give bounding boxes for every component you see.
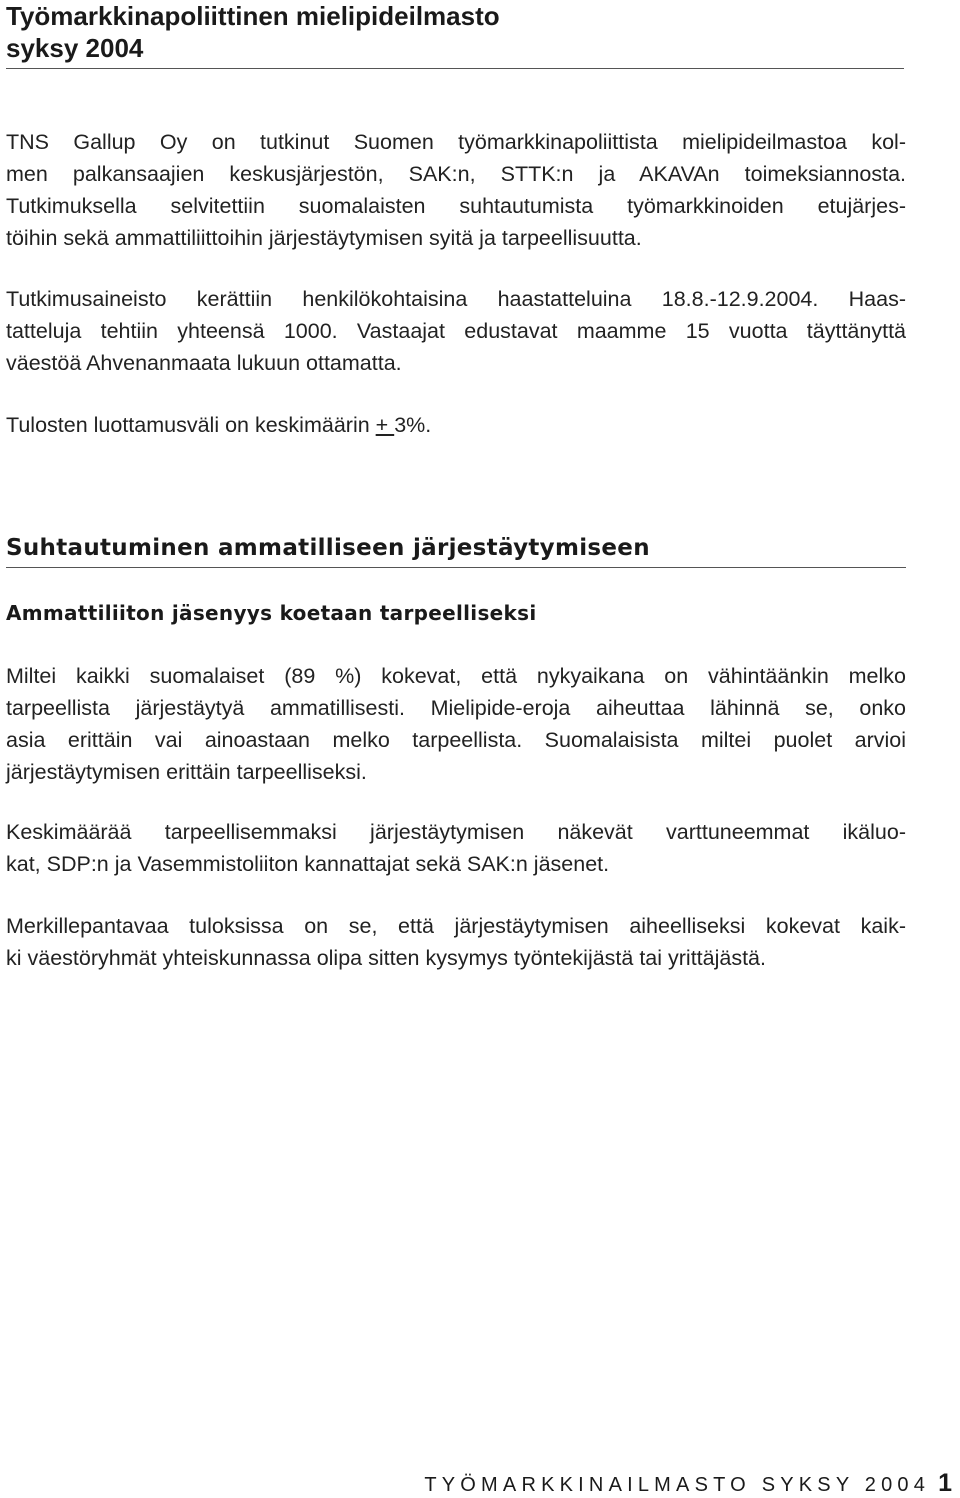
intro-p3-line	[6, 409, 906, 441]
title-line-2: syksy 2004	[6, 33, 144, 63]
intro-p1-line: men palkansaajien keskusjärjestön, SAK:n, STTK:n ja AKAVAn toimeksiannosta.	[6, 162, 906, 186]
footer-running-title: TYÖMARKKINAILMASTO SYKSY 2004	[424, 1474, 931, 1496]
section-p1-line: järjestäytymisen erittäin tarpeelliseksi.	[6, 760, 367, 784]
section-paragraph-2	[6, 816, 906, 880]
title-line-1: Työmarkkinapoliittinen mielipideilmasto	[6, 1, 500, 31]
intro-p1-line: TNS Gallup Oy on tutkinut Suomen työmarkkinapoliittista mielipideilmastoa kol-	[6, 130, 906, 154]
plus-minus-sign: +	[375, 413, 395, 437]
section-p2-line: Keskimäärää tarpeellisemmaksi järjestäytymisen näkevät varttuneemmat ikäluo-	[6, 820, 906, 844]
intro-paragraph-2	[6, 283, 906, 379]
section-p1-line: Miltei kaikki suomalaiset (89 %) kokevat, että nykyaikana on vähintäänkin melko	[6, 664, 906, 688]
section-subheading: Ammattiliiton jäsenyys koetaan tarpeelliseksi	[6, 601, 537, 625]
section-p1-line: tarpeellista järjestäytyä ammatillisesti. Mielipide-eroja aiheuttaa lähinnä se, onko	[6, 696, 906, 720]
section-p3-line: Merkillepantavaa tuloksissa on se, että järjestäytymisen aiheelliseksi kokevat kaik-	[6, 914, 906, 938]
intro-p2-line: tatteluja tehtiin yhteensä 1000. Vastaajat edustavat maamme 15 vuotta täyttänyttä	[6, 319, 906, 343]
section-p1-line: asia erittäin vai ainoastaan melko tarpeellista. Suomalaisista miltei puolet arvioi	[6, 728, 906, 752]
section-paragraph-1	[6, 660, 906, 788]
intro-p1-line: töihin sekä ammattiliittoihin järjestäytymisen syitä ja tarpeellisuutta.	[6, 226, 642, 250]
confidence-interval-text	[6, 409, 906, 441]
section-paragraph-3	[6, 910, 906, 974]
document-title	[6, 0, 904, 69]
section-p3-line: ki väestöryhmät yhteiskunnassa olipa sitten kysymys työntekijästä tai yrittäjästä.	[6, 946, 766, 970]
intro-p3-before: Tulosten luottamusväli on keskimäärin	[6, 413, 376, 437]
page-footer	[424, 1470, 952, 1498]
page-number: 1	[938, 1469, 952, 1497]
intro-paragraph-1	[6, 126, 906, 254]
intro-p2-line: Tutkimusaineisto kerättiin henkilökohtaisina haastatteluina 18.8.-12.9.2004. Haas-	[6, 287, 906, 311]
intro-p3-after: 3%.	[394, 413, 432, 437]
intro-p2-line: väestöä Ahvenanmaata lukuun ottamatta.	[6, 351, 402, 375]
section-heading: Suhtautuminen ammatilliseen järjestäytymiseen	[6, 532, 906, 568]
section-p2-line: kat, SDP:n ja Vasemmistoliiton kannattajat sekä SAK:n jäsenet.	[6, 852, 610, 876]
intro-p1-line: Tutkimuksella selvitettiin suomalaisten suhtautumista työmarkkinoiden etujärjes-	[6, 194, 906, 218]
